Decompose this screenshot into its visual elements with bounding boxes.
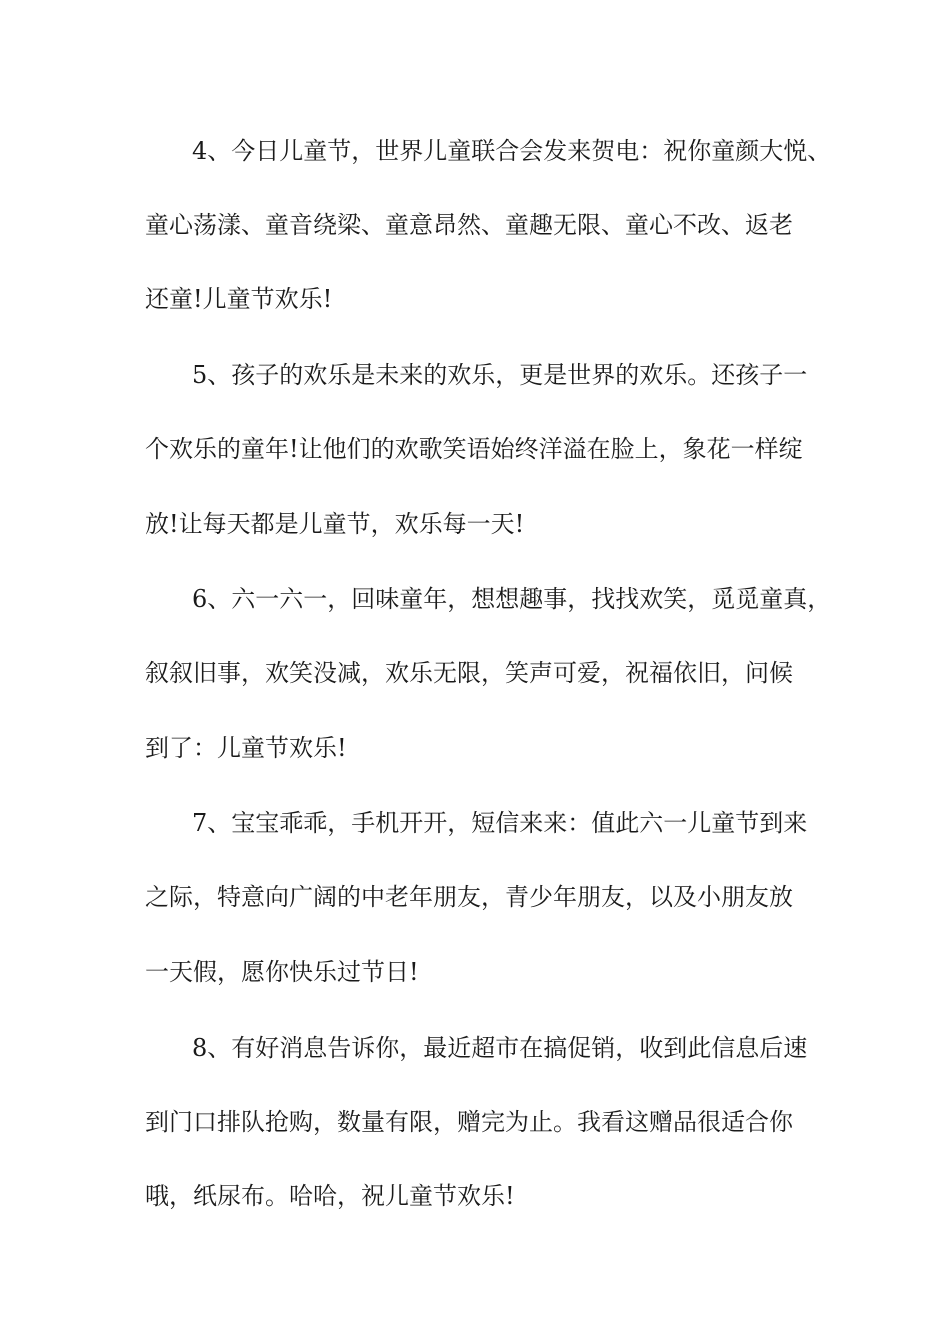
text-line: 童心荡漾、童音绕梁、童意昂然、童趣无限、童心不改、返老	[145, 211, 793, 239]
paragraph-8-line-3	[0, 1176, 950, 1216]
paragraph-6-line-2	[0, 653, 950, 693]
text-line: 个欢乐的童年!让他们的欢歌笑语始终洋溢在脸上，象花一样绽	[145, 435, 803, 463]
paragraph-4-line-3	[0, 279, 950, 319]
paragraph-5-line-2	[0, 429, 950, 469]
text-line: 一天假，愿你快乐过节日!	[145, 958, 419, 986]
paragraph-7-line-3	[0, 952, 950, 992]
paragraph-5-line-1	[0, 355, 950, 395]
text-line: 6、六一六一，回味童年，想想趣事，找找欢笑，觅觅童真，	[192, 585, 832, 613]
text-line: 叙叙旧事，欢笑没减，欢乐无限，笑声可爱，祝福依旧，问候	[145, 659, 793, 687]
text-line: 到了：儿童节欢乐!	[145, 734, 347, 762]
paragraph-7-line-2	[0, 877, 950, 917]
paragraph-6-line-3	[0, 728, 950, 768]
text-line: 4、今日儿童节，世界儿童联合会发来贺电：祝你童颜大悦、	[192, 137, 832, 165]
text-line: 5、孩子的欢乐是未来的欢乐，更是世界的欢乐。还孩子一	[192, 361, 808, 389]
paragraph-7-line-1	[0, 803, 950, 843]
paragraph-8-line-1	[0, 1028, 950, 1068]
paragraph-6-line-1	[0, 579, 950, 619]
text-line: 放!让每天都是儿童节，欢乐每一天!	[145, 510, 525, 538]
paragraph-4-line-1	[0, 131, 950, 171]
text-line: 哦，纸尿布。哈哈，祝儿童节欢乐!	[145, 1182, 515, 1210]
text-line: 之际，特意向广阔的中老年朋友，青少年朋友，以及小朋友放	[145, 883, 793, 911]
paragraph-5-line-3	[0, 504, 950, 544]
text-line: 到门口排队抢购，数量有限，赠完为止。我看这赠品很适合你	[145, 1108, 793, 1136]
paragraph-4-line-2	[0, 205, 950, 245]
text-line: 8、有好消息告诉你，最近超市在搞促销，收到此信息后速	[192, 1034, 808, 1062]
text-line: 7、宝宝乖乖，手机开开，短信来来：值此六一儿童节到来	[192, 809, 808, 837]
paragraph-8-line-2	[0, 1102, 950, 1142]
text-line: 还童!儿童节欢乐!	[145, 285, 333, 313]
